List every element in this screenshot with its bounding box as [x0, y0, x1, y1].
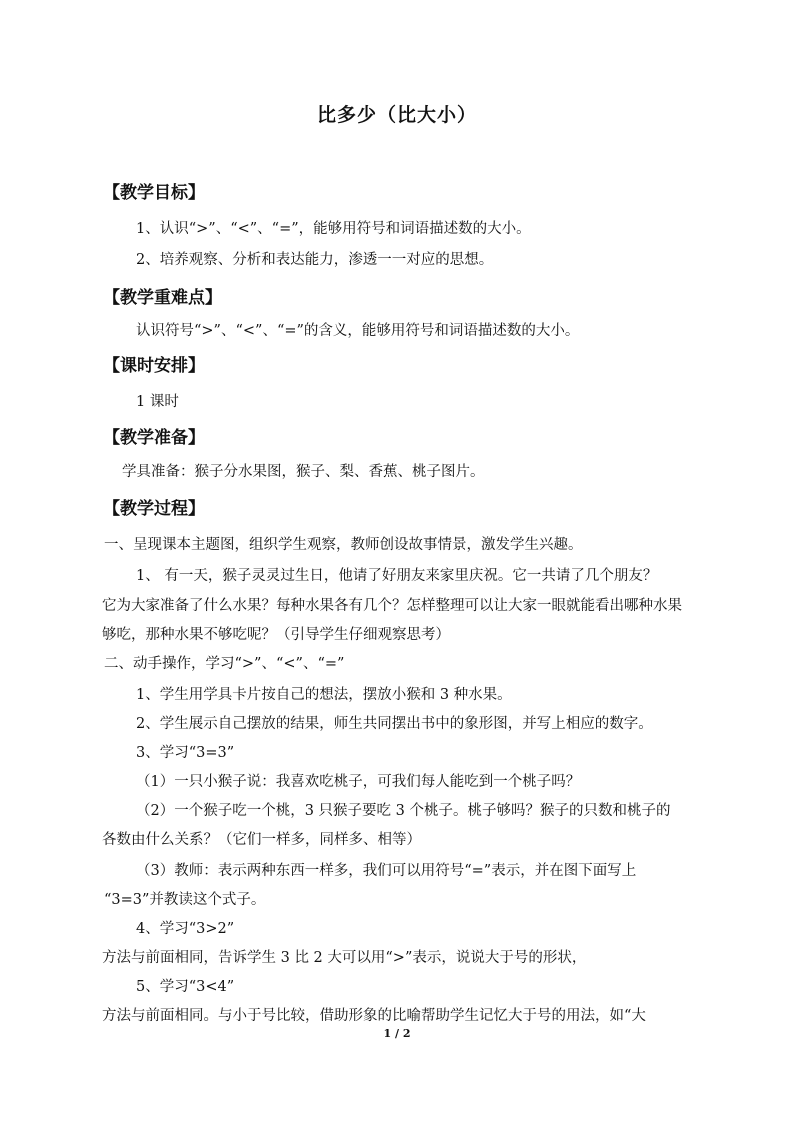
- process-line: 1、学生用学具卡片按自己的想法，摆放小猴和 3 种水果。: [136, 687, 512, 703]
- process-line: “3=3”并教读这个式子。: [104, 892, 266, 908]
- process-line: 它为大家准备了什么水果？每种水果各有几个？怎样整理可以让大家一眼就能看出哪种水果: [102, 598, 682, 614]
- goal-item-2: 2、培养观察、分析和表达能力，渗透一一对应的思想。: [136, 252, 494, 268]
- schedule-text: 1 课时: [136, 394, 179, 410]
- heading-preparation: 【教学准备】: [103, 428, 205, 448]
- process-line: （1）一只小猴子说：我喜欢吃桃子，可我们每人能吃到一个桃子吗？: [136, 774, 581, 790]
- heading-process: 【教学过程】: [103, 499, 205, 519]
- preparation-text: 学具准备：猴子分水果图，猴子、梨、香蕉、桃子图片。: [122, 464, 485, 480]
- process-line: 1、 有一天，猴子灵灵过生日，他请了好朋友来家里庆祝。它一共请了几个朋友？: [136, 568, 658, 584]
- page-number: 1 / 2: [383, 1027, 411, 1040]
- goal-item-1: 1、认识“>”、“<”、“=”，能够用符号和词语描述数的大小。: [136, 221, 531, 237]
- process-line: 2、学生展示自己摆放的结果，师生共同摆出书中的象形图，并写上相应的数字。: [136, 716, 653, 732]
- process-line: 二、动手操作，学习“>”、“<”、“=”: [104, 656, 345, 672]
- heading-goals: 【教学目标】: [103, 183, 205, 203]
- process-line: 5、学习“3<4”: [136, 979, 235, 995]
- process-line: 3、学习“3=3”: [136, 745, 235, 761]
- process-line: 方法与前面相同，告诉学生 3 比 2 大可以用“>”表示，说说大于号的形状，: [102, 950, 587, 966]
- process-line: 方法与前面相同。与小于号比较，借助形象的比喻帮助学生记忆大于号的用法，如“大: [102, 1008, 646, 1024]
- process-line: （3）教师：表示两种东西一样多，我们可以用符号“=”表示，并在图下面写上: [136, 863, 637, 879]
- process-line: 各数由什么关系？（它们一样多，同样多、相等）: [102, 832, 421, 848]
- key-points-text: 认识符号“>”、“<”、“=”的含义，能够用符号和词语描述数的大小。: [136, 323, 580, 339]
- heading-key-points: 【教学重难点】: [103, 288, 222, 308]
- process-line: （2）一个猴子吃一个桃，3 只猴子要吃 3 个桃子。桃子够吗？猴子的只数和桃子的: [136, 803, 671, 819]
- document-title: 比多少（比大小）: [316, 104, 477, 126]
- process-line: 4、学习“3>2”: [136, 921, 235, 937]
- process-line: 够吃，那种水果不够吃呢？（引导学生仔细观察思考）: [102, 627, 450, 643]
- heading-schedule: 【课时安排】: [103, 356, 205, 376]
- process-line: 一、呈现课本主题图，组织学生观察，教师创设故事情景，激发学生兴趣。: [104, 537, 583, 553]
